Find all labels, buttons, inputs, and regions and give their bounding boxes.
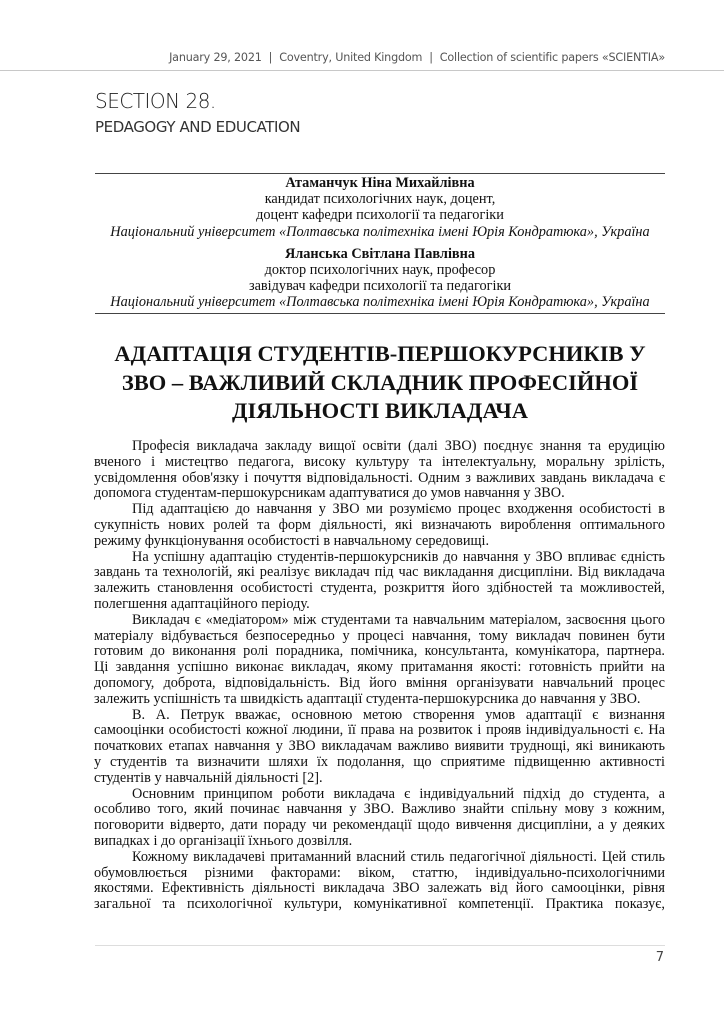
paragraph-line: В. А. Петрук вважає, основною метою створення умов адаптації є визнання (132, 707, 665, 723)
paragraph-line: самооцінки особистості кожної людини, її права на розвиток і прояв індивідуальності є. На (94, 723, 665, 739)
paragraph-line: Кожному викладачеві притаманний власний стиль педагогічної діяльності. Цей стиль (132, 849, 665, 865)
authors-block (95, 175, 665, 311)
authors-top-divider (95, 173, 665, 174)
paragraph-line: загальної та психологічної культури, комунікативної компетенції. Практика показує, (94, 897, 665, 913)
author-2 (95, 246, 665, 311)
paragraph (94, 613, 665, 708)
header-collection: Collection of scientific papers «SCIENTIA» (439, 51, 665, 64)
paragraph-line: поговорити відверто, дати пораду чи рекомендації щодо вивчення дисципліни, а у деяких (94, 818, 665, 834)
article-body (94, 439, 665, 913)
paragraph-line: обумовлюється різними факторами: віком, статтю, індивідуально-психологічними (94, 865, 665, 881)
paragraph-line: усвідомлення обов'язку і почуття відповідальності. Одним з важливих завдань викладача є (94, 470, 665, 486)
paragraph-line: вченого і мистецтво педагога, високу культуру та інтелектуальну, моральну зрілість, (94, 454, 665, 470)
article-title (95, 340, 665, 426)
author-name: Яланська Світлана Павлівна (284, 245, 476, 262)
paragraph (94, 502, 665, 549)
author-affiliation: Національний університет «Полтавська політехніка імені Юрія Кондратюка», Україна (110, 223, 650, 240)
author-degree: кандидат психологічних наук, доцент, (264, 191, 496, 208)
paragraph-line: залежить становлення особистості студента, розкриття його здібностей та можливостей, (94, 581, 665, 597)
header-divider (0, 70, 724, 71)
paragraph-line: Під адаптацією до навчання у ЗВО ми розуміємо процес входження особистості в (132, 502, 665, 518)
paragraph (94, 550, 665, 613)
author-affiliation: Національний університет «Полтавська політехніка імені Юрія Кондратюка», Україна (110, 294, 650, 311)
authors-bottom-divider (95, 313, 665, 314)
paragraph-line: допомогу, доброта, відповідальність. Від його вміння організувати навчальний процес (94, 675, 665, 691)
paragraph-line: студентів у навчальній діяльності [2]. (94, 770, 323, 786)
paragraph-line: залежить успішність та швидкість адаптації студента-першокурсника до навчання у ЗВО. (94, 691, 641, 707)
author-1 (95, 175, 665, 240)
paragraph-line: матеріалу відбувається безпосередньо у процесі навчання, тому викладач повинен бути (94, 628, 665, 644)
paragraph-line: особливо того, який починає навчання у ЗВО. Важливо знайти спільну мову з кожним, (94, 802, 665, 818)
title-line: ЗВО – ВАЖЛИВИЙ СКЛАДНИК ПРОФЕСІЙНОЇ (121, 369, 639, 395)
header-location: Coventry, United Kingdom (279, 51, 423, 64)
paragraph (94, 708, 665, 787)
paragraph-line: режиму функціонування особистості в навчальному середовищі. (94, 533, 490, 549)
paragraph (94, 787, 665, 850)
section-number: SECTION 28. (95, 89, 216, 113)
paragraph-line: Ці завдання успішно виконає викладач, якому притамання якості: готовність прийти на (94, 660, 665, 676)
paragraph-line: Основним принципом роботи викладача є індивідуальний підхід до студента, а (132, 786, 665, 802)
title-line: ДІЯЛЬНОСТІ ВИКЛАДАЧА (232, 398, 528, 423)
paragraph-line: готовим до виконання ролі порадника, помічника, консультанта, комунікатора, партнера. (94, 644, 665, 660)
paragraph-line: у студентів та визначити шляхи їх подолання, що сприятиме підвищенню активності (94, 754, 665, 770)
running-header (169, 51, 665, 64)
header-date: January 29, 2021 (169, 51, 262, 64)
paragraph-line: полегшення адаптаційного періоду. (94, 596, 310, 612)
section-name: PEDAGOGY AND EDUCATION (95, 118, 301, 136)
paragraph-line: На успішну адаптацію студентів-першокурсників до навчання у ЗВО впливає єдність (132, 549, 665, 565)
paragraph-line: Викладач є «медіатором» між студентами та навчальним матеріалом, засвоєння цього (132, 612, 665, 628)
author-degree: доктор психологічних наук, професор (264, 262, 496, 279)
header-separator: | (268, 51, 273, 64)
author-name: Атаманчук Ніна Михайлівна (285, 175, 475, 191)
paragraph-line: сукупність нових ролей та форм діяльності, які визначають вироблення оптимального (94, 517, 665, 533)
paragraph (94, 439, 665, 502)
paragraph (94, 850, 665, 913)
author-position: доцент кафедри психології та педагогіки (256, 207, 504, 224)
author-position: завідувач кафедри психології та педагогіки (248, 278, 512, 295)
paragraph-line: початкових етапах навчання у ЗВО викладачам важливо виявити труднощі, які виникають (94, 739, 665, 755)
page-number: 7 (655, 950, 664, 965)
paragraph-line: Професія викладача закладу вищої освіти (далі ЗВО) поєднує знання та ерудицію (132, 439, 665, 454)
paragraph-line: завдань та технологій, які реалізує викладач під час викладання дисципліни. Від викладача (94, 565, 665, 581)
header-separator: | (429, 51, 433, 64)
paragraph-line: випадках і до організації їхнього дозвілля. (94, 833, 353, 849)
paragraph-line: якостями. Ефективність діяльності викладача ЗВО залежать від його самооцінки, рівня (94, 881, 665, 897)
paragraph-line: допомога студентам-першокурсникам адаптуватися до умов навчання у ЗВО. (94, 486, 565, 502)
title-line: АДАПТАЦІЯ СТУДЕНТІВ-ПЕРШОКУРСНИКІВ У (114, 341, 646, 366)
footer-divider (95, 945, 665, 946)
